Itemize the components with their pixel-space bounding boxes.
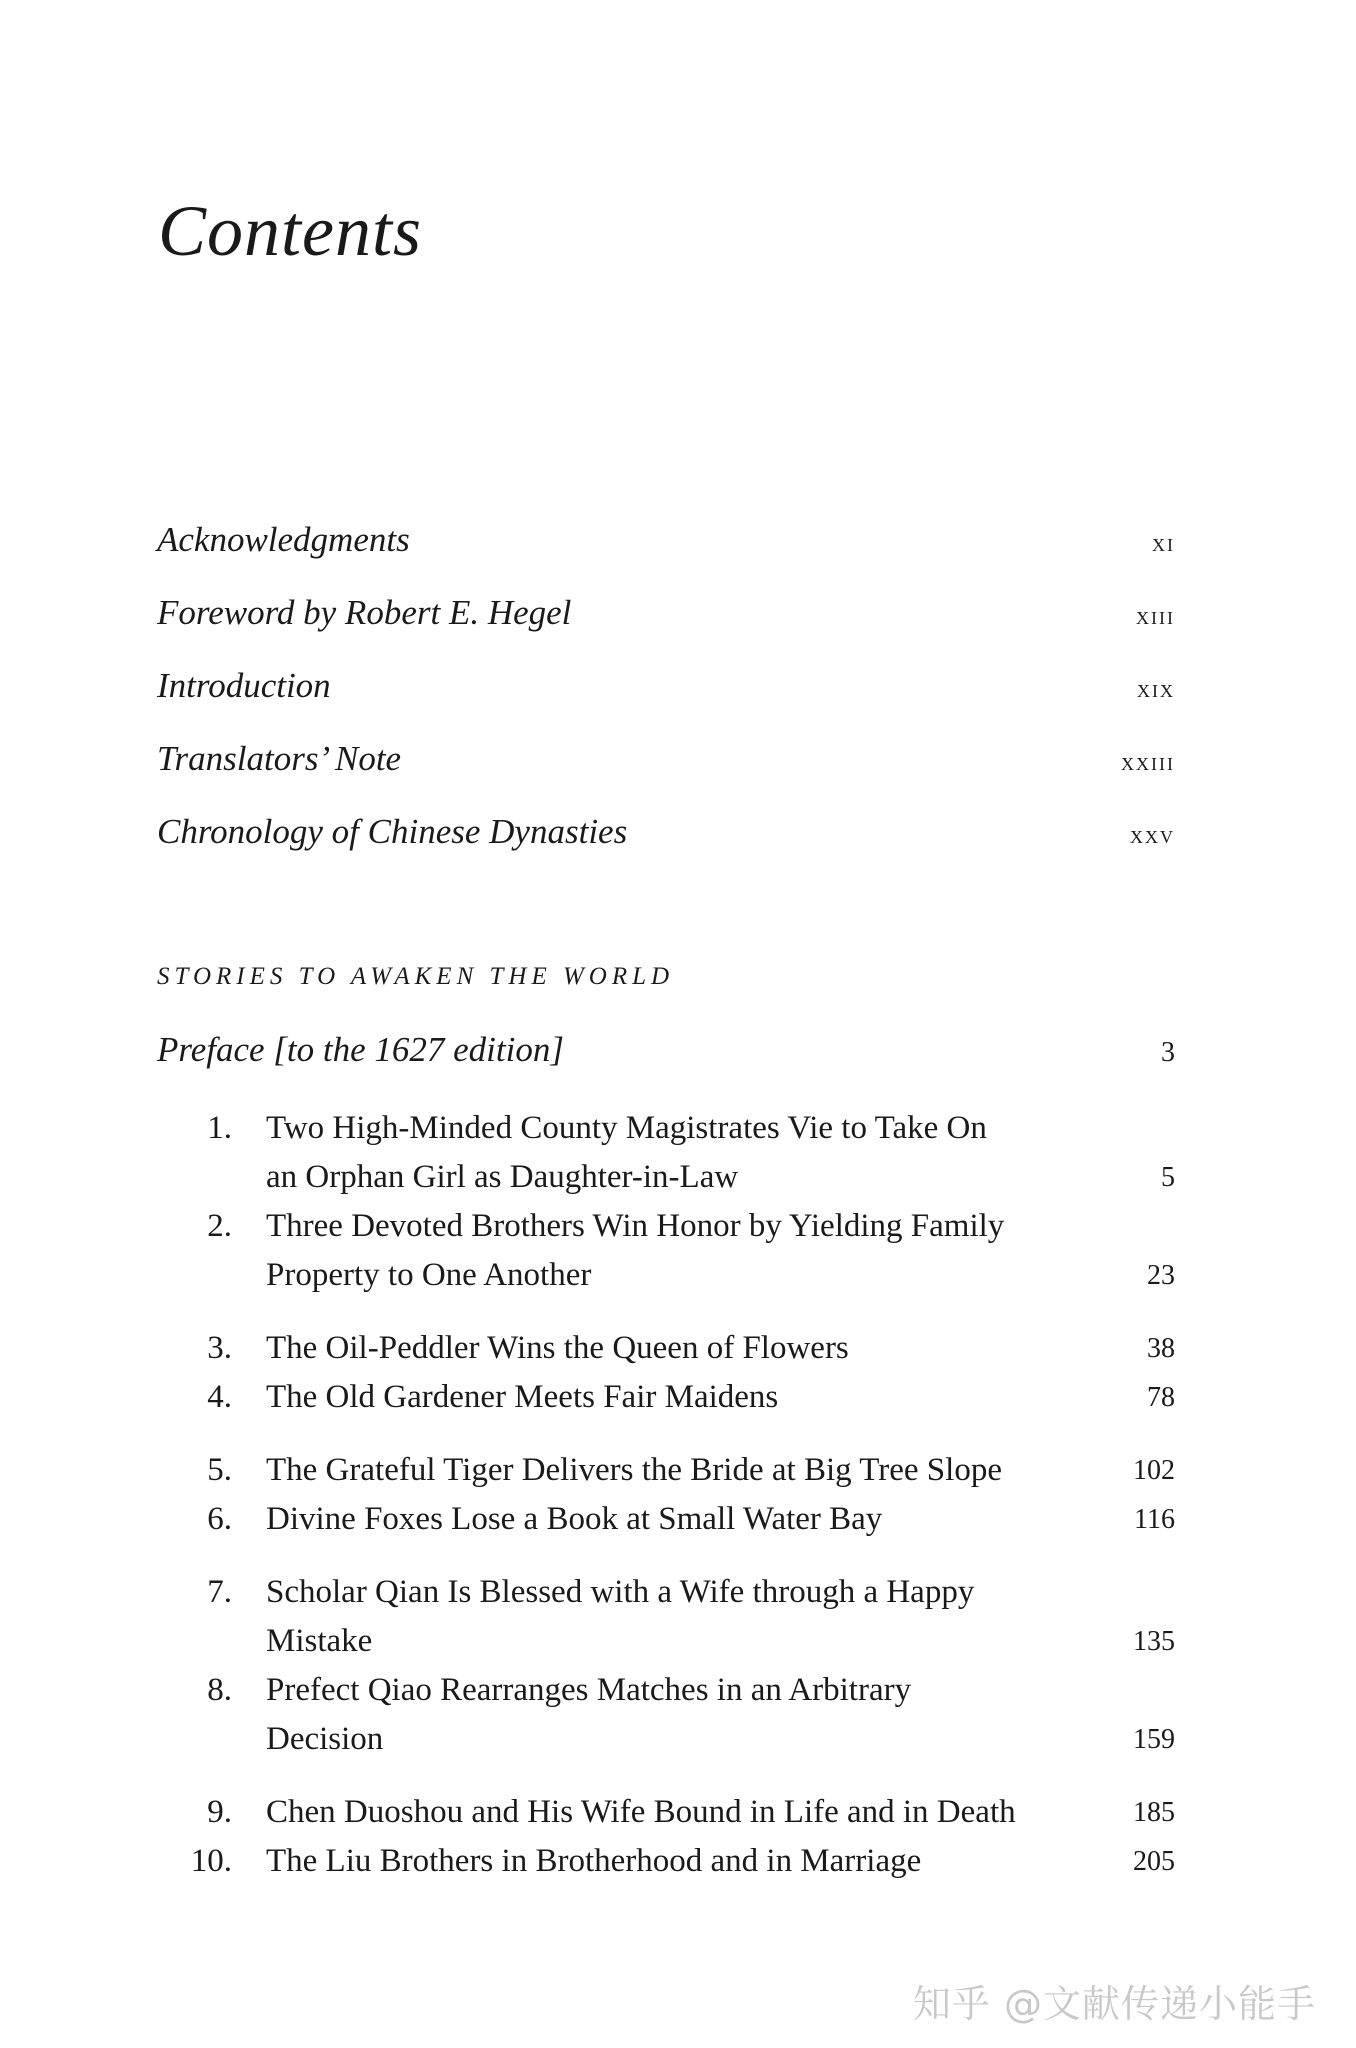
watermark-text: 知乎 @文献传递小能手 — [912, 1982, 1316, 2026]
story-number: 10. — [190, 1843, 232, 1879]
story-title: The Grateful Tiger Delivers the Bride at Big Tree Slope — [266, 1452, 1002, 1488]
toc-entry-page: xix — [1137, 674, 1175, 703]
toc-entry-title: Foreword by Robert E. Hegel — [157, 593, 572, 632]
story-title: The Liu Brothers in Brotherhood and in Marriage — [266, 1843, 922, 1879]
toc-entry-title: Acknowledgments — [157, 520, 410, 559]
story-title: Scholar Qian Is Blessed with a Wife through a Happy Mistake — [266, 1574, 975, 1659]
story-page: 5 — [1161, 1162, 1175, 1193]
toc-entry-title: Chronology of Chinese Dynasties — [157, 812, 628, 851]
story-entry[interactable] — [180, 1446, 1175, 1495]
toc-entry[interactable] — [157, 520, 1175, 593]
spacer — [180, 1764, 1175, 1788]
story-number: 3. — [207, 1330, 232, 1366]
story-page: 102 — [1133, 1455, 1175, 1486]
toc-entry[interactable] — [157, 739, 1175, 812]
toc-entry-page: xiii — [1136, 601, 1175, 630]
story-title: Prefect Qiao Rearranges Matches in an Arbitrary Decision — [266, 1672, 912, 1757]
story-number: 4. — [207, 1379, 232, 1415]
preface-entry[interactable] — [157, 1030, 1175, 1070]
story-number: 2. — [207, 1208, 232, 1244]
stories-list — [180, 1104, 1175, 1886]
story-page: 159 — [1133, 1724, 1175, 1755]
story-number: 5. — [207, 1452, 232, 1488]
story-title: Three Devoted Brothers Win Honor by Yielding Family Property to One Another — [266, 1208, 1005, 1293]
preface-page: 3 — [1161, 1037, 1175, 1068]
story-number: 6. — [207, 1501, 232, 1537]
front-matter-list — [157, 520, 1175, 885]
story-entry[interactable] — [180, 1568, 1175, 1666]
page-title: Contents — [158, 191, 423, 271]
toc-entry-page: xi — [1152, 528, 1175, 557]
story-page: 185 — [1133, 1797, 1175, 1828]
toc-entry-page: xxv — [1130, 820, 1175, 849]
story-number: 9. — [207, 1794, 232, 1830]
spacer — [180, 1422, 1175, 1446]
section-heading: STORIES TO AWAKEN THE WORLD — [157, 963, 675, 990]
preface-title: Preface [to the 1627 edition] — [157, 1030, 564, 1069]
toc-entry-title: Introduction — [157, 666, 331, 705]
story-page: 205 — [1133, 1846, 1175, 1877]
story-number: 1. — [207, 1110, 232, 1146]
story-title: Divine Foxes Lose a Book at Small Water Bay — [266, 1501, 883, 1537]
story-page: 116 — [1134, 1504, 1175, 1535]
story-number: 7. — [207, 1574, 232, 1610]
story-entry[interactable] — [180, 1666, 1175, 1764]
story-entry[interactable] — [180, 1837, 1175, 1886]
story-title: The Oil-Peddler Wins the Queen of Flowers — [266, 1330, 849, 1366]
story-entry[interactable] — [180, 1104, 1175, 1202]
story-title: The Old Gardener Meets Fair Maidens — [266, 1379, 779, 1415]
story-entry[interactable] — [180, 1324, 1175, 1373]
story-entry[interactable] — [180, 1202, 1175, 1300]
toc-entry[interactable] — [157, 812, 1175, 885]
toc-entry-page: xxiii — [1121, 747, 1175, 776]
story-title: Chen Duoshou and His Wife Bound in Life and in Death — [266, 1794, 1016, 1830]
story-entry[interactable] — [180, 1788, 1175, 1837]
toc-entry[interactable] — [157, 666, 1175, 739]
story-entry[interactable] — [180, 1373, 1175, 1422]
story-entry[interactable] — [180, 1495, 1175, 1544]
story-number: 8. — [207, 1672, 232, 1708]
story-page: 23 — [1147, 1260, 1175, 1291]
story-page: 38 — [1147, 1333, 1175, 1364]
spacer — [180, 1544, 1175, 1568]
story-page: 78 — [1147, 1382, 1175, 1413]
spacer — [180, 1300, 1175, 1324]
story-title: Two High-Minded County Magistrates Vie to Take On an Orphan Girl as Daughter-in-Law — [266, 1110, 987, 1195]
story-page: 135 — [1133, 1626, 1175, 1657]
toc-entry[interactable] — [157, 593, 1175, 666]
toc-entry-title: Translators’ Note — [157, 739, 402, 778]
